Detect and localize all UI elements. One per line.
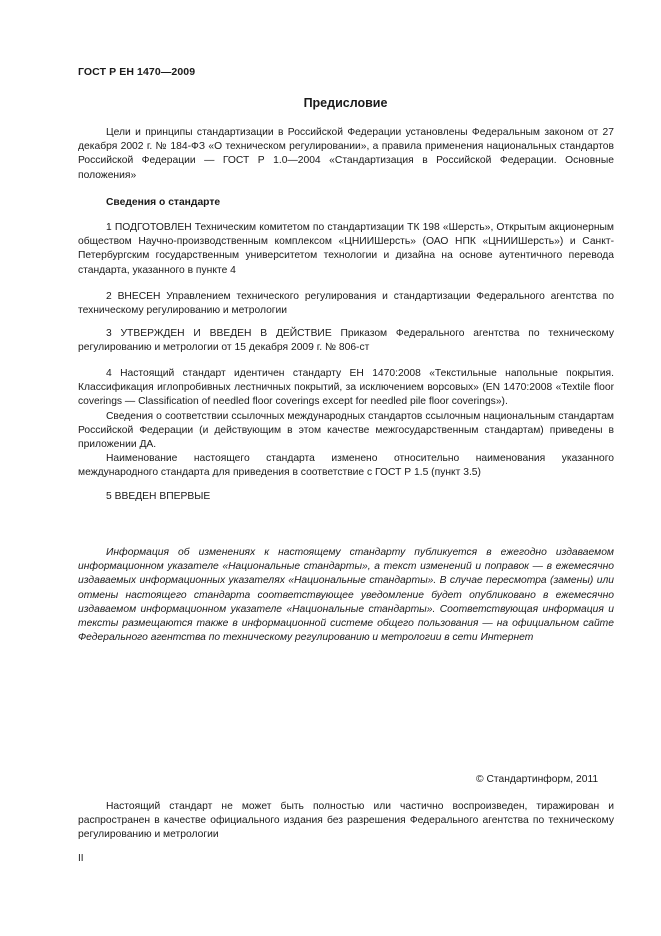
page-title: Предисловие	[303, 96, 388, 110]
document-id: ГОСТ Р ЕН 1470—2009	[78, 66, 196, 78]
rights-notice	[78, 800, 614, 843]
item-4-references: Сведения о соответствии ссылочных международных стандартов ссылочным национальным стандартам Российской Федерации (и действующим в этом качестве межгосударственным стандартам) приведены в приложении ДА.	[78, 410, 614, 451]
item-4-name-change: Наименование настоящего стандарта изменено относительно наименования указанного международного стандарта для приведения в соответствие с ГОСТ Р 1.5 (пункт 3.5)	[78, 453, 614, 479]
item-5	[78, 490, 614, 504]
section-subtitle: Сведения о стандарте	[106, 197, 221, 208]
copyright: © Стандартинформ, 2011	[476, 774, 599, 785]
intro-text: Цели и принципы стандартизации в Российской Федерации установлены Федеральным законом от 27 декабря 2002 г. № 184-ФЗ «О техническом регулировании», а правила применения национальных стандартов Российской Федерации — ГОСТ Р 1.0—2004 «Стандартизация в Российской Федерации. Основные положения»	[78, 127, 614, 181]
item-2-text: 2 ВНЕСЕН Управлением технического регулирования и стандартизации Федерального агентства по техническому регулированию и метрологии	[78, 291, 614, 317]
item-3	[78, 327, 614, 355]
page-number: II	[78, 853, 84, 864]
intro-paragraph	[78, 126, 614, 183]
rights-text: Настоящий стандарт не может быть полностью или частично воспроизведен, тиражирован и распространен в качестве официального издания без разрешения Федерального агентства по техническому регулированию и метрологии	[78, 801, 614, 841]
notice-text: Информация об изменениях к настоящему стандарту публикуется в ежегодно издаваемом информационном указателе «Национальные стандарты», а текст изменений и поправок — в ежемесячно издаваемых информационных указателях «Национальные стандарты». В случае пересмотра (замены) или отмены настоящего стандарта соответствующее уведомление будет опубликовано в ежемесячно издаваемом информационном указателе «Национальные стандарты». Соответствующая информация и тексты размещаются также в информационной системе общего пользования — на официальном сайте Федерального агентства по техническому регулированию и метрологии в сети Интернет	[78, 547, 614, 644]
item-4	[78, 367, 614, 481]
item-1-text: 1 ПОДГОТОВЛЕН Техническим комитетом по стандартизации ТК 198 «Шерсть», Открытым акционерным обществом Научно-производственным комплексом «ЦНИИШерсть» (ОАО НПК «ЦНИИШерсть») и Санкт-Петербургским государственным университетом технологии и дизайна на основе аутентичного перевода стандарта, указанного в пункте 4	[78, 222, 614, 276]
notice-block	[78, 546, 614, 645]
item-3-text: 3 УТВЕРЖДЕН И ВВЕДЕН В ДЕЙСТВИЕ Приказом Федерального агентства по техническому регулированию и метрологии от 15 декабря 2009 г. № 806-ст	[78, 328, 614, 354]
item-4-text: 4 Настоящий стандарт идентичен стандарту ЕН 1470:2008 «Текстильные напольные покрытия. Классификация иглопробивных лестничных покрытий, за исключением ворсовых» (EN 1470:2008 «Textile floor coverings — Classification of needled floor coverings except for needled pile floor coverings»).	[78, 368, 614, 408]
item-2	[78, 290, 614, 318]
item-1	[78, 221, 614, 278]
item-5-text: 5 ВВЕДЕН ВПЕРВЫЕ	[106, 491, 211, 502]
